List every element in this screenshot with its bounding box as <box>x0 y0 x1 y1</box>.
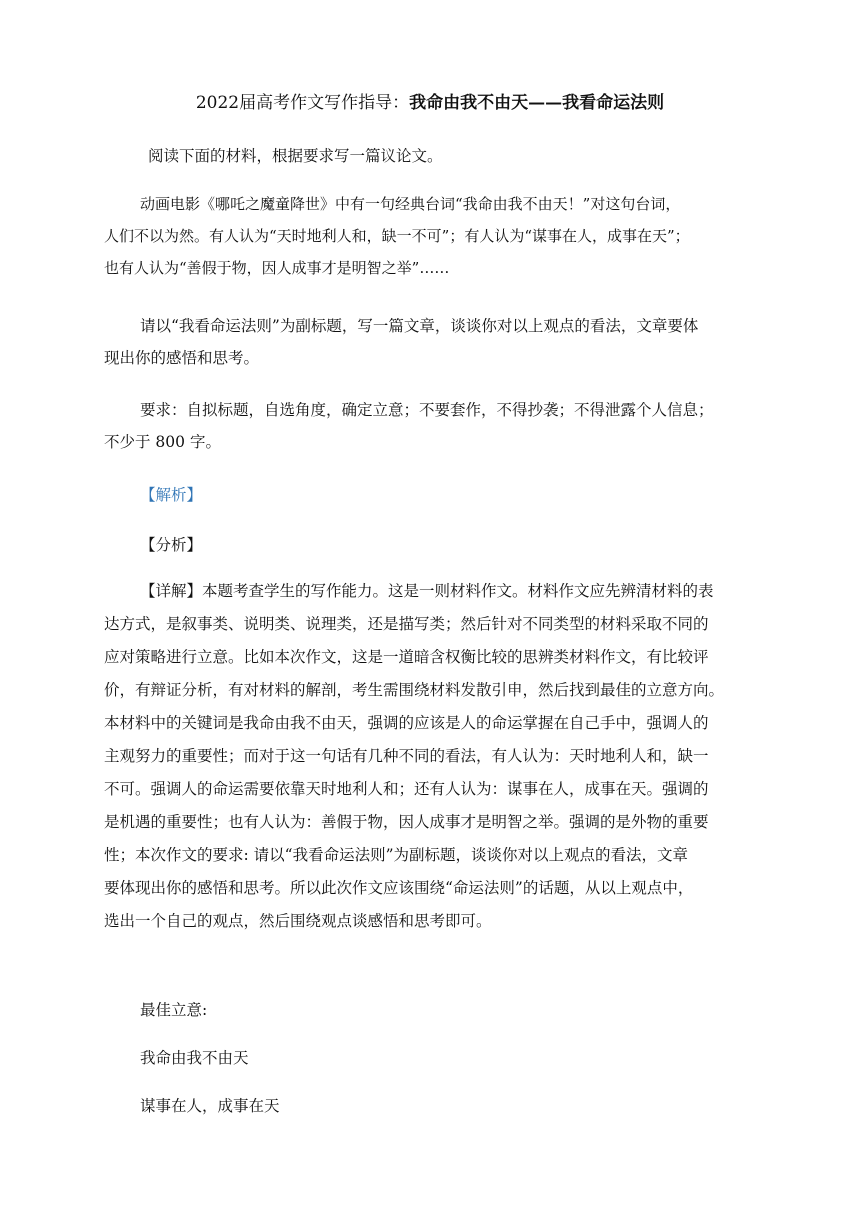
detail-line: 本材料中的关键词是我命由我不由天，强调的应该是人的命运掌握在自己手中，强调人的 <box>104 714 709 732</box>
title-main: 我命由我不由天——我看命运法则 <box>409 93 665 113</box>
material-line-3: 也有人认为“善假于物，因人成事才是明智之举”…… <box>104 259 450 277</box>
best-idea-text-1: 我命由我不由天 <box>140 1049 249 1067</box>
best-idea-label: 最佳立意: <box>140 1001 208 1019</box>
detail-line: 价，有辩证分析，有对材料的解剖，考生需围绕材料发散引申，然后找到最佳的立意方向。 <box>104 681 725 699</box>
detail-line: 主观努力的重要性；而对于这一句话有几种不同的看法，有人认为：天时地利人和，缺一 <box>104 747 709 765</box>
material-line-1: 动画电影《哪吒之魔童降世》中有一句经典台词“我命由我不由天！”对这句台词， <box>140 195 681 213</box>
requirement-line-1: 要求：自拟标题，自选角度，确定立意；不要套作，不得抄袭；不得泄露个人信息； <box>140 401 714 419</box>
task-line-2: 现出你的感悟和思考。 <box>104 349 260 367</box>
detail-line: 选出一个自己的观点，然后围绕观点谈感悟和思考即可。 <box>104 912 492 930</box>
title-prefix: 2022届高考作文写作指导： <box>195 93 410 113</box>
best-idea-heading <box>104 997 760 1023</box>
jiexi-label: 【解析】 <box>140 486 203 504</box>
document-title <box>0 90 860 116</box>
requirement-line-2: 不少于 800 字。 <box>104 433 221 451</box>
detail-line: 不可。强调人的命运需要依靠天时地利人和；还有人认为：谋事在人，成事在天。强调的 <box>104 780 709 798</box>
detail-paragraph <box>104 578 760 934</box>
fenxi-heading <box>104 532 760 558</box>
best-idea-text-2: 谋事在人，成事在天 <box>140 1097 280 1115</box>
fenxi-label: 【分析】 <box>140 536 203 554</box>
task-line-1: 请以“我看命运法则”为副标题，写一篇文章，谈谈你对以上观点的看法，文章要体 <box>140 317 699 335</box>
detail-line: 【详解】本题考查学生的写作能力。这是一则材料作文。材料作文应先辨清材料的表 <box>140 582 714 600</box>
jiexi-heading <box>104 482 760 508</box>
best-idea-item-2 <box>104 1093 760 1119</box>
requirement-paragraph <box>104 397 760 455</box>
detail-line: 性；本次作文的要求: 请以“我看命运法则”为副标题，谈谈你对以上观点的看法，文章 <box>104 846 689 864</box>
task-paragraph <box>104 313 760 371</box>
material-paragraph <box>104 191 760 281</box>
material-line-2: 人们不以为然。有人认为“天时地利人和，缺一不可”；有人认为“谋事在人，成事在天”； <box>104 227 690 245</box>
detail-line: 要体现出你的感悟和思考。所以此次作文应该围绕“命运法则”的话题，从以上观点中， <box>104 879 694 897</box>
intro-paragraph <box>112 143 768 169</box>
detail-line: 是机遇的重要性；也有人认为：善假于物，因人成事才是明智之举。强调的是外物的重要 <box>104 813 709 831</box>
detail-line: 达方式，是叙事类、说明类、说理类，还是描写类；然后针对不同类型的材料采取不同的 <box>104 615 709 633</box>
intro-line: 阅读下面的材料，根据要求写一篇议论文。 <box>148 147 443 165</box>
detail-line: 应对策略进行立意。比如本次作文，这是一道暗含权衡比较的思辨类材料作文，有比较评 <box>104 648 709 666</box>
best-idea-item-1 <box>104 1045 760 1071</box>
